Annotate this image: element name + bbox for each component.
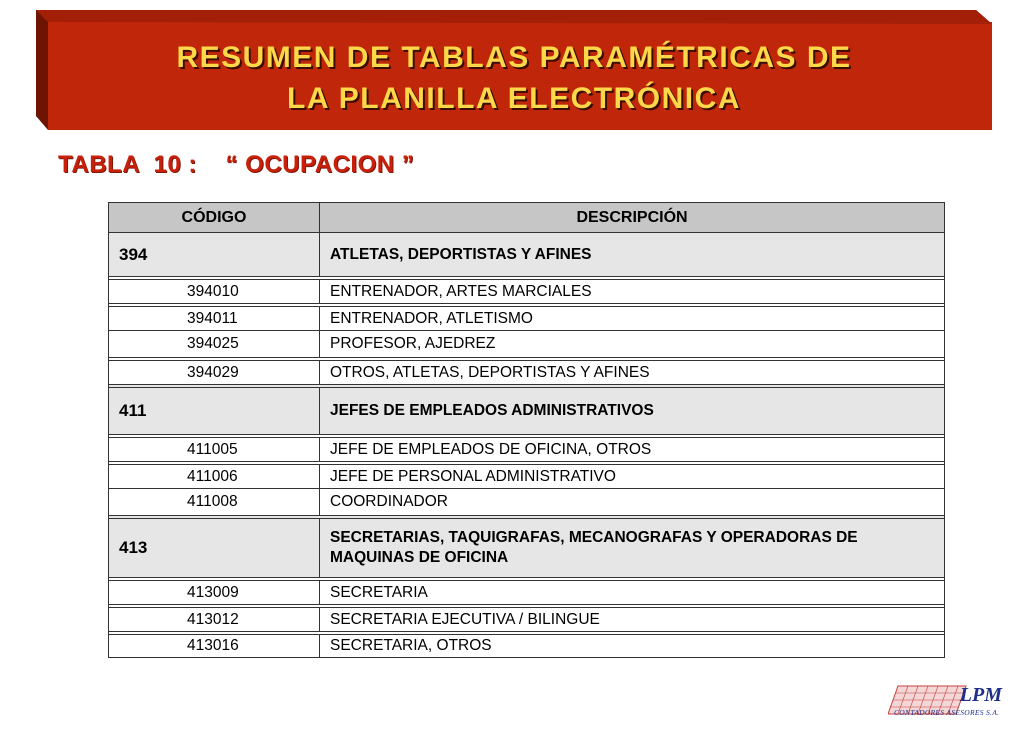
cell-code: 413009 [109,581,320,604]
page-title [36,36,992,121]
table-row [109,330,944,357]
table-row [109,631,944,658]
cell-code: 411008 [109,489,320,515]
header-code: CÓDIGO [109,203,320,232]
company-logo [888,684,1006,720]
table-row [109,461,944,488]
cell-description: COORDINADOR [330,493,448,510]
cell-description: ATLETAS, DEPORTISTAS Y AFINES [330,245,592,263]
cell-code: 411 [109,388,320,434]
cell-code: 411005 [109,438,320,461]
table-row [109,357,944,384]
table-subtitle: TABLA 10 : “ OCUPACION ” [58,151,415,178]
cell-description: SECRETARIAS, TAQUIGRAFAS, MECANOGRAFAS Y OPERADORAS DE MAQUINAS DE OFICINA [330,529,858,566]
table-header-row [109,202,944,232]
table-row [109,276,944,303]
cell-code: 394025 [109,331,320,357]
cell-description: ENTRENADOR, ATLETISMO [330,309,533,327]
cell-code: 394011 [109,307,320,330]
cell-code: 394029 [109,361,320,384]
cell-description: SECRETARIA EJECUTIVA / BILINGUE [330,610,600,628]
logo-text: LPM [959,684,1002,706]
table-row [109,604,944,631]
occupation-table [108,202,945,658]
cell-description: JEFE DE PERSONAL ADMINISTRATIVO [330,467,616,485]
cell-description: SECRETARIA, OTROS [330,637,492,654]
table-row [109,303,944,330]
title-banner [36,10,992,130]
logo-subtext: CONTADORES ASESORES S.A. [894,708,1000,717]
title-line-1: RESUMEN DE TABLAS PARAMÉTRICAS DE [176,41,852,74]
cell-description: ENTRENADOR, ARTES MARCIALES [330,282,592,300]
cell-code: 413012 [109,608,320,631]
table-group-row [109,515,944,577]
cell-code: 394 [109,233,320,276]
cell-description: JEFE DE EMPLEADOS DE OFICINA, OTROS [330,440,652,458]
table-group-row [109,384,944,434]
title-line-2: LA PLANILLA ELECTRÓNICA [287,82,741,115]
cell-description: JEFES DE EMPLEADOS ADMINISTRATIVOS [330,402,654,419]
table-row [109,434,944,461]
cell-description: OTROS, ATLETAS, DEPORTISTAS Y AFINES [330,363,650,381]
cell-code: 413016 [109,635,320,657]
cell-code: 411006 [109,465,320,488]
header-description: DESCRIPCIÓN [576,208,688,226]
cell-code: 413 [109,519,320,577]
table-row [109,488,944,515]
cell-code: 394010 [109,280,320,303]
table-row [109,577,944,604]
cell-description: PROFESOR, AJEDREZ [330,335,496,352]
cell-description: SECRETARIA [330,583,428,601]
table-group-row [109,232,944,276]
